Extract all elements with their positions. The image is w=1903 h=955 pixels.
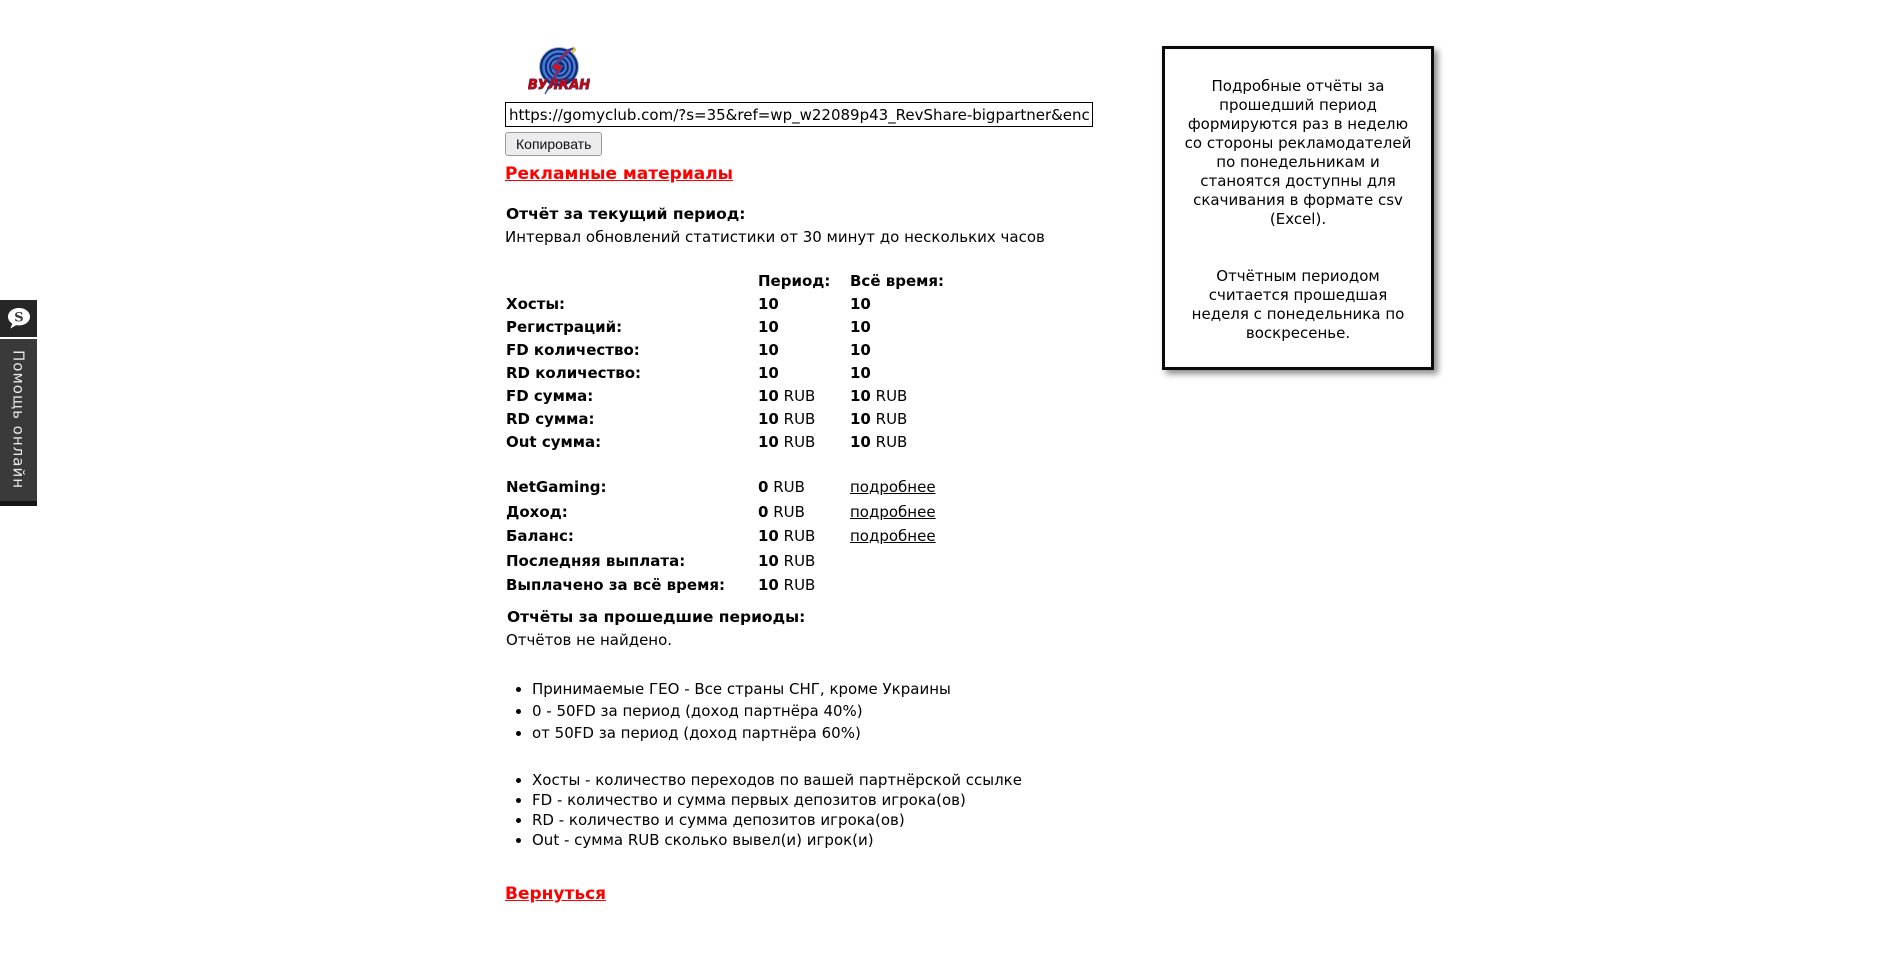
past-periods-empty: Отчётов не найдено. <box>506 631 673 649</box>
table-row: Регистраций: 10 10 <box>506 318 871 336</box>
info-paragraph-1: Подробные отчёты за прошедший период формируются раз в неделю со стороны рекламодателей по понедельникам и станоятся доступны для скачивания в формате csv (Excel). <box>1184 77 1412 228</box>
chat-bubble-icon[interactable] <box>0 300 37 337</box>
summary-table <box>506 478 1066 601</box>
summary-row: NetGaming: 0 RUB подробнее <box>506 478 1066 503</box>
list-item: • Принимаемые ГЕО - Все страны СНГ, кроме Украины <box>532 678 951 700</box>
weekly-reports-info-box <box>1162 46 1434 370</box>
details-link[interactable]: подробнее <box>850 502 936 521</box>
table-row: Out сумма: 10 RUB 10 RUB <box>506 433 908 451</box>
summary-row: Баланс: 10 RUB подробнее <box>506 527 1066 552</box>
svg-text:S: S <box>13 310 24 326</box>
stats-table <box>506 272 1066 456</box>
col-alltime-header: Всё время: <box>850 272 945 290</box>
stats-header-row <box>506 272 1066 295</box>
help-online-label-box[interactable] <box>0 339 37 501</box>
info-paragraph-2: Отчётным периодом считается прошедшая неделя с понедельника по воскресенье. <box>1191 267 1405 342</box>
list-item: • Out - сумма RUB сколько вывел(и) игрок(и) <box>532 830 1022 850</box>
update-interval-note: Интервал обновлений статистики от 30 минут до нескольких часов <box>505 228 1045 246</box>
details-link[interactable]: подробнее <box>850 478 936 496</box>
promo-materials-link[interactable]: Рекламные материалы <box>505 164 734 184</box>
list-item: • 0 - 50FD за период (доход партнёра 40%) <box>532 700 951 722</box>
copy-button[interactable]: Копировать <box>505 132 602 156</box>
current-period-title: Отчёт за текущий период: <box>506 205 746 223</box>
table-row: RD количество: 10 10 <box>506 364 871 382</box>
details-link[interactable]: подробнее <box>850 527 936 545</box>
past-periods-title: Отчёты за прошедшие периоды: <box>507 608 806 626</box>
table-row: RD сумма: 10 RUB 10 RUB <box>506 410 908 428</box>
summary-row: Выплачено за всё время: 10 RUB <box>506 576 816 594</box>
summary-row: Последняя выплата: 10 RUB <box>506 551 816 570</box>
help-tab-footer <box>0 501 37 506</box>
list-item: • Хосты - количество переходов по вашей партнёрской ссылке <box>532 770 1022 790</box>
table-row: FD количество: 10 10 <box>506 341 871 359</box>
terms-list <box>506 678 951 744</box>
vulkan-logo-icon <box>528 46 590 104</box>
col-period-header: Период: <box>758 272 831 290</box>
svg-text:ВУЛКАН: ВУЛКАН <box>528 78 590 93</box>
list-item: • RD - количество и сумма депозитов игрока(ов) <box>532 810 1022 830</box>
list-item: • от 50FD за период (доход партнёра 60%) <box>532 722 951 744</box>
definitions-list <box>506 770 1022 850</box>
back-link[interactable]: Вернуться <box>505 884 607 904</box>
summary-row: Доход: 0 RUB подробнее <box>506 503 1066 528</box>
list-item: • FD - количество и сумма первых депозитов игрока(ов) <box>532 790 1022 810</box>
help-online-tab[interactable] <box>0 300 37 506</box>
table-row: Хосты: 10 10 <box>506 295 871 313</box>
help-online-label: Помощь онлайн <box>9 350 28 490</box>
table-row: FD сумма: 10 RUB 10 RUB <box>506 387 908 405</box>
referral-url-input[interactable] <box>505 102 1093 127</box>
